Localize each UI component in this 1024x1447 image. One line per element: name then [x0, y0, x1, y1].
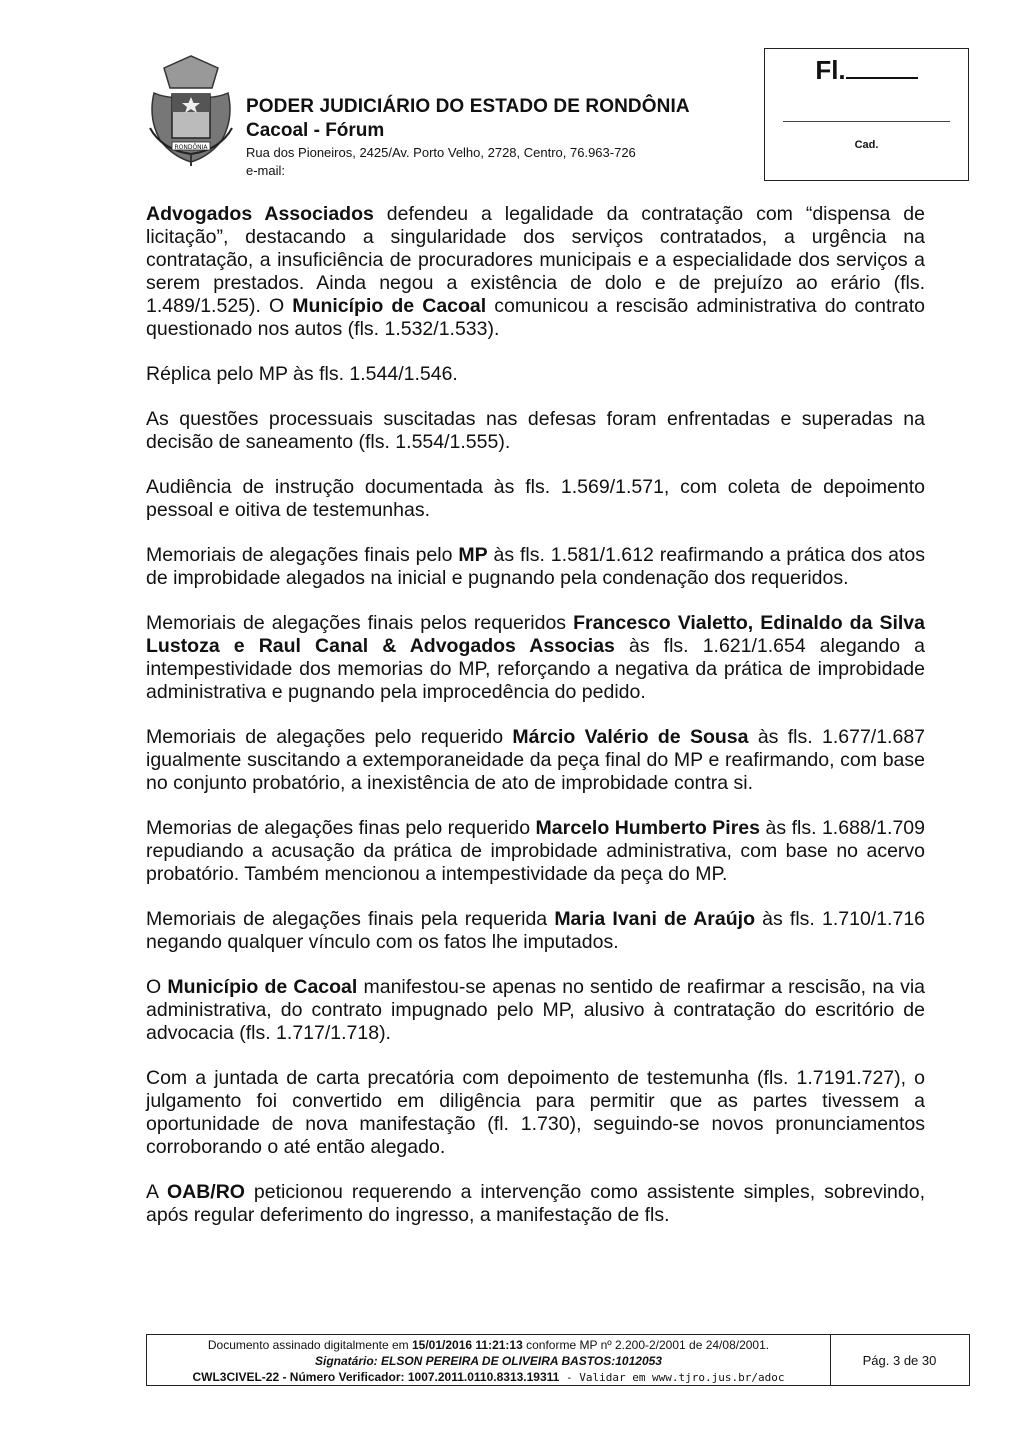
verifier-number: CWL3CIVEL-22 - Número Verificador: 1007.2011.0110.8313.19311 [192, 1370, 560, 1384]
paragraph [146, 908, 925, 954]
text-run: Memorias de alegações finas pelo requerido [146, 817, 536, 839]
text-run: às fls. 1.621/1.654 alegando a intempestividade dos memorias do MP, reforçando a negativa da prática de improbidade administrativa e pugnando pela improcedência do pedido. [146, 635, 925, 703]
text-run: comunicou a rescisão administrativa do contrato questionado nos autos (fls. 1.532/1.533). [146, 295, 925, 340]
bold-text: Márcio Valério de Sousa [512, 726, 749, 748]
paragraph [146, 203, 925, 341]
text-run: O [146, 976, 168, 998]
court-city: Cacoal - Fórum [246, 120, 385, 141]
folio-blank [846, 57, 918, 79]
text-run: Memoriais de alegações pelo requerido [146, 726, 513, 748]
signatory: Signatário: ELSON PEREIRA DE OLIVEIRA BASTOS:1012053 [315, 1354, 662, 1368]
bold-text: Maria Ivani de Araújo [554, 908, 755, 930]
page-header [246, 96, 690, 178]
text-run: às fls. 1.710/1.716 negando qualquer vínculo com os fatos lhe imputados. [146, 908, 926, 953]
text-run: às fls. 1.677/1.687 igualmente suscitando a extemporaneidade da peça final do MP e reafirmando, com base no conjunto probatório, a inexistência de ato de improbidade contra si. [146, 726, 926, 794]
bold-text: MP [458, 544, 488, 566]
paragraph [146, 1067, 925, 1159]
text-run: Memoriais de alegações finais pela requerida [146, 908, 555, 930]
text-run: A [146, 1181, 167, 1203]
page-number: Pág. 3 de 30 [862, 1352, 937, 1368]
paragraph [146, 363, 925, 386]
text-run: defendeu a legalidade da contratação com “dispensa de licitação”, destacando a singularidade dos serviços contratados, a urgência na contratação, a insuficiência de procuradores municipais e a especialidade dos serviços a serem prestados. Ainda negou a existência de dolo e de prejuízo ao erário (fls. 1.489/1.525). O [146, 203, 925, 317]
bold-text: OAB/RO [166, 1181, 245, 1203]
validate-link[interactable]: - Validar em www.tjro.jus.br/adoc [559, 1371, 785, 1384]
paragraph [146, 408, 925, 454]
verifier-line [147, 1369, 830, 1386]
signature-footer [146, 1334, 970, 1386]
document-body [146, 203, 925, 1249]
paragraph [146, 1181, 925, 1227]
bold-text: Município de Cacoal [292, 295, 487, 317]
text-run: manifestou-se apenas no sentido de reafirmar a rescisão, na via administrativa, do contrato impugnado pelo MP, alusivo à contratação do escritório de advocacia (fls. 1.717/1.718). [146, 976, 926, 1044]
signature-info [147, 1335, 831, 1385]
bold-text: Marcelo Humberto Pires [535, 817, 760, 839]
folio-label [765, 55, 968, 86]
cad-label: Cad. [854, 139, 879, 151]
text-run: Memoriais de alegações finais pelos requeridos [146, 612, 574, 634]
signed-mp: conforme MP nº 2.200-2/2001 de 24/08/2001. [522, 1338, 770, 1352]
text-run: Réplica pelo MP às fls. 1.544/1.546. [146, 363, 458, 385]
text-run: às fls. 1.581/1.612 reafirmando a prática dos atos de improbidade alegados na inicial e pugnando pela condenação dos requeridos. [146, 544, 925, 589]
text-run: As questões processuais suscitadas nas defesas foram enfrentadas e superadas na decisão de saneamento (fls. 1.554/1.555). [146, 408, 925, 453]
bold-text: Advogados Associados [146, 203, 374, 225]
folio-text: Fl. [815, 55, 846, 85]
text-run: Audiência de instrução documentada às fls. 1.569/1.571, com coleta de depoimento pessoal e oitiva de testemunhas. [146, 476, 925, 521]
signatory-line [147, 1353, 830, 1369]
text-run: às fls. 1.688/1.709 repudiando a acusação da prática de improbidade administrativa, com base no acervo probatório. Também mencionou a intempestividade da peça do MP. [146, 817, 925, 885]
signed-date: 15/01/2016 11:21:13 [412, 1338, 523, 1352]
folio-line [783, 121, 950, 122]
paragraph [146, 544, 925, 590]
paragraph [146, 726, 925, 795]
state-coat-of-arms-icon [142, 48, 240, 168]
paragraph [146, 817, 925, 886]
court-address: Rua dos Pioneiros, 2425/Av. Porto Velho, 2728, Centro, 76.963-726 [246, 145, 636, 160]
signature-line-1 [147, 1337, 830, 1353]
signed-text: Documento assinado digitalmente em [207, 1338, 412, 1352]
text-run: peticionou requerendo a intervenção como assistente simples, sobrevindo, após regular deferimento do ingresso, a manifestação de fls. [146, 1181, 925, 1226]
court-name: PODER JUDICIÁRIO DO ESTADO DE RONDÔNIA [246, 96, 690, 117]
text-run: Com a juntada de carta precatória com depoimento de testemunha (fls. 1.7191.727), o julgamento foi convertido em diligência para permitir que as partes tivessem a oportunidade de nova manifestação (fl. 1.730), seguindo-se novos pronunciamentos corroborando o até então alegado. [146, 1067, 925, 1158]
bold-text: Francesco Vialetto, Edinaldo da Silva Lustoza e Raul Canal & Advogados Associas [146, 612, 925, 657]
court-email: e-mail: [246, 163, 286, 178]
paragraph [146, 976, 925, 1045]
paragraph [146, 612, 925, 704]
folio-box [764, 48, 969, 181]
text-run: Memoriais de alegações finais pelo [146, 544, 459, 566]
paragraph [146, 476, 925, 522]
emblem-text: RONDÔNIA [174, 144, 208, 151]
bold-text: Município de Cacoal [167, 976, 358, 998]
